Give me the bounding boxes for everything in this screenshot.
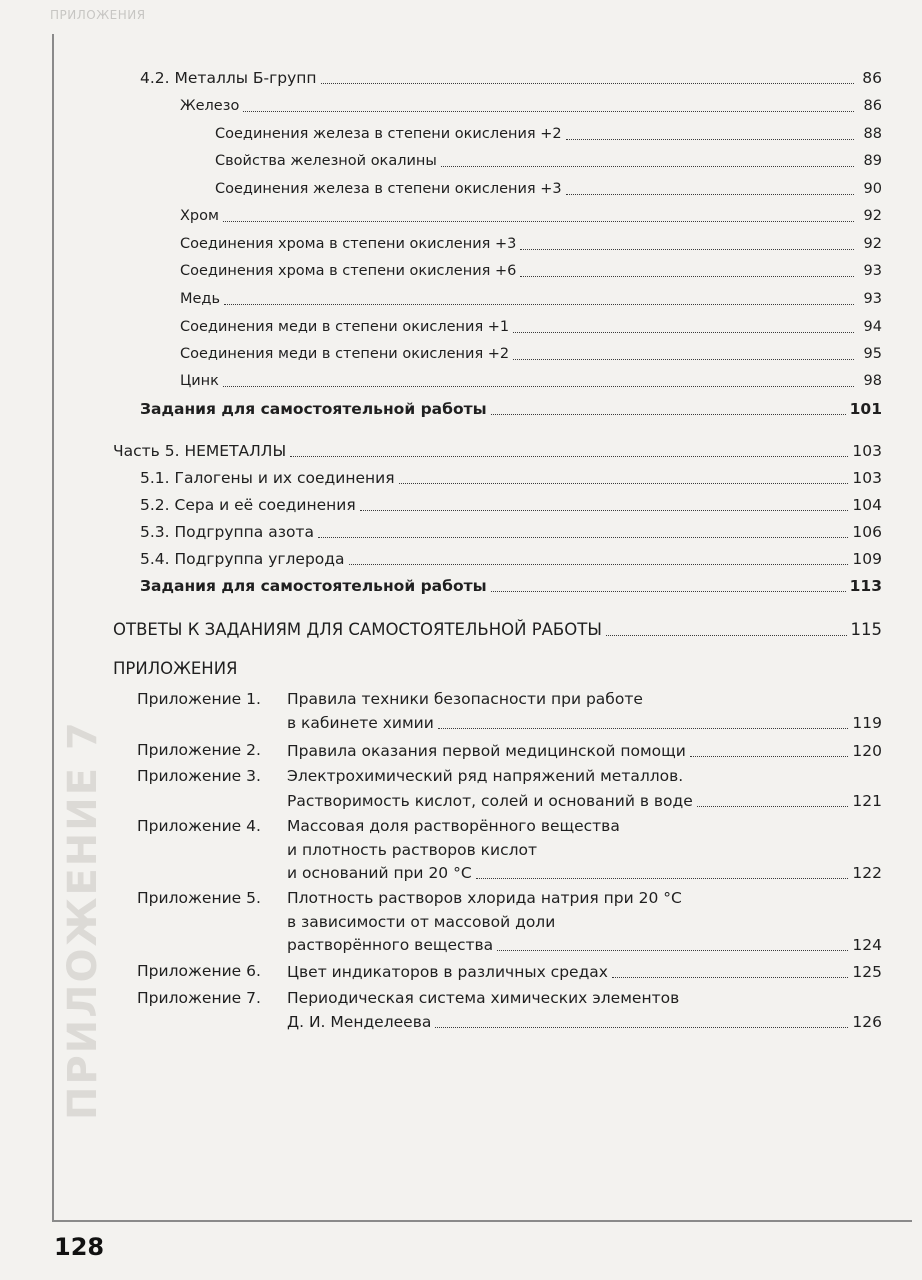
toc-entry-page: 121 bbox=[852, 792, 882, 810]
toc-entry-page: 104 bbox=[852, 496, 882, 514]
leader-dots bbox=[476, 878, 849, 879]
appendix-3-prefix: Приложение 3. bbox=[137, 767, 261, 785]
appendix-3-last-line bbox=[287, 791, 882, 811]
toc-entry-title: и оснований при 20 °С bbox=[287, 864, 472, 882]
bleed-through-text: ПРИЛОЖЕНИЕ 7 bbox=[60, 720, 106, 1120]
running-head: ПРИЛОЖЕНИЯ bbox=[50, 8, 146, 22]
toc-entry-iron-3 bbox=[215, 179, 882, 199]
toc-entry-page: 93 bbox=[863, 291, 882, 307]
toc-entry-tasks-1 bbox=[140, 399, 882, 419]
leader-dots bbox=[612, 977, 848, 978]
toc-entry-page: 106 bbox=[852, 523, 882, 541]
toc-entry-title: растворённого вещества bbox=[287, 936, 494, 954]
toc-entry-title: ОТВЕТЫ К ЗАДАНИЯМ ДЛЯ САМОСТОЯТЕЛЬНОЙ РАБОТЫ bbox=[113, 620, 602, 639]
leader-dots bbox=[290, 456, 848, 457]
leader-dots bbox=[491, 414, 846, 415]
leader-dots bbox=[399, 483, 849, 484]
toc-entry-copper-1 bbox=[180, 317, 882, 337]
appendix-1-last-line bbox=[287, 713, 882, 733]
leader-dots bbox=[491, 591, 846, 592]
toc-entry-title: Соединения меди в степени окисления +1 bbox=[180, 319, 510, 335]
leader-dots bbox=[520, 276, 854, 277]
appendix-2-last-line bbox=[287, 741, 882, 761]
leader-dots bbox=[690, 756, 849, 757]
appendices-heading: ПРИЛОЖЕНИЯ bbox=[113, 659, 238, 678]
toc-entry-5-1 bbox=[140, 468, 882, 488]
toc-entry-title: Д. И. Менделеева bbox=[287, 1013, 432, 1031]
appendix-5-line-1: Плотность растворов хлорида натрия при 20 °С bbox=[287, 889, 682, 907]
toc-entry-title: Правила оказания первой медицинской помощи bbox=[287, 742, 686, 760]
toc-entry-title: 4.2. Металлы Б-групп bbox=[140, 69, 317, 87]
leader-dots bbox=[497, 950, 848, 951]
toc-entry-title: Часть 5. НЕМЕТАЛЛЫ bbox=[113, 442, 287, 460]
toc-entry-iron-scale bbox=[215, 151, 882, 171]
toc-entry-page: 92 bbox=[863, 208, 882, 224]
toc-entry-title: Соединения железа в степени окисления +2 bbox=[215, 126, 562, 142]
toc-entry-page: 125 bbox=[852, 963, 882, 981]
leader-dots bbox=[224, 304, 854, 305]
toc-entry-page: 86 bbox=[862, 69, 882, 87]
page-number: 128 bbox=[54, 1233, 105, 1261]
leader-dots bbox=[513, 332, 854, 333]
toc-entry-page: 92 bbox=[863, 236, 882, 252]
toc-entry-page: 115 bbox=[850, 620, 882, 639]
toc-entry-copper bbox=[180, 289, 882, 309]
toc-entry-iron-2 bbox=[215, 124, 882, 144]
appendix-4-line-2: и плотность растворов кислот bbox=[287, 841, 538, 859]
appendix-1-prefix: Приложение 1. bbox=[137, 690, 261, 708]
toc-entry-title: Соединения хрома в степени окисления +3 bbox=[180, 236, 517, 252]
toc-entry-page: 109 bbox=[852, 550, 882, 568]
toc-entry-5-3 bbox=[140, 522, 882, 542]
toc-entry-title: Задания для самостоятельной работы bbox=[140, 400, 487, 418]
leader-dots bbox=[223, 221, 854, 222]
toc-entry-page: 94 bbox=[863, 319, 882, 335]
appendix-3-line-1: Электрохимический ряд напряжений металлов. bbox=[287, 767, 684, 785]
toc-entry-page: 103 bbox=[852, 469, 882, 487]
toc-entry-title: 5.2. Сера и её соединения bbox=[140, 496, 356, 514]
toc-entry-metals-b bbox=[140, 68, 882, 88]
leader-dots bbox=[321, 83, 854, 84]
leader-dots bbox=[520, 249, 854, 250]
appendix-5-prefix: Приложение 5. bbox=[137, 889, 261, 907]
toc-entry-page: 103 bbox=[852, 442, 882, 460]
toc-entry-5-2 bbox=[140, 495, 882, 515]
leader-dots bbox=[438, 728, 849, 729]
leader-dots bbox=[318, 537, 848, 538]
toc-entry-page: 124 bbox=[852, 936, 882, 954]
appendix-6-last-line bbox=[287, 962, 882, 982]
appendix-7-prefix: Приложение 7. bbox=[137, 989, 261, 1007]
leader-dots bbox=[223, 386, 854, 387]
toc-entry-page: 95 bbox=[863, 346, 882, 362]
toc-entry-title: в кабинете химии bbox=[287, 714, 434, 732]
toc-entry-title: Соединения хрома в степени окисления +6 bbox=[180, 263, 517, 279]
toc-entry-chrome-6 bbox=[180, 261, 882, 281]
toc-entry-page: 86 bbox=[863, 98, 882, 114]
toc-entry-chrome bbox=[180, 206, 882, 226]
toc-entry-5-4 bbox=[140, 549, 882, 569]
toc-entry-page: 119 bbox=[852, 714, 882, 732]
toc-entry-page: 126 bbox=[852, 1013, 882, 1031]
toc-entry-page: 120 bbox=[852, 742, 882, 760]
toc-entry-title: Железо bbox=[180, 98, 240, 114]
toc-entry-title: 5.4. Подгруппа углерода bbox=[140, 550, 345, 568]
leader-dots bbox=[513, 359, 854, 360]
toc-entry-answers bbox=[113, 620, 882, 640]
appendix-7-last-line bbox=[287, 1012, 882, 1032]
toc-entry-title: Цинк bbox=[180, 373, 219, 389]
toc-entry-copper-2 bbox=[180, 344, 882, 364]
toc-entry-title: Хром bbox=[180, 208, 219, 224]
toc-entry-title: Растворимость кислот, солей и оснований в воде bbox=[287, 792, 693, 810]
toc-entry-chrome-3 bbox=[180, 234, 882, 254]
appendix-4-prefix: Приложение 4. bbox=[137, 817, 261, 835]
toc-entry-title: 5.3. Подгруппа азота bbox=[140, 523, 314, 541]
leader-dots bbox=[566, 139, 854, 140]
toc-entry-page: 98 bbox=[863, 373, 882, 389]
toc-entry-title: Задания для самостоятельной работы bbox=[140, 577, 487, 595]
toc-entry-title: Соединения железа в степени окисления +3 bbox=[215, 181, 562, 197]
toc-entry-title: Свойства железной окалины bbox=[215, 153, 437, 169]
appendix-4-line-1: Массовая доля растворённого вещества bbox=[287, 817, 620, 835]
appendix-2-prefix: Приложение 2. bbox=[137, 741, 261, 759]
appendix-5-last-line bbox=[287, 935, 882, 955]
toc-entry-title: Медь bbox=[180, 291, 221, 307]
toc-entry-page: 88 bbox=[863, 126, 882, 142]
toc-entry-tasks-2 bbox=[140, 576, 882, 596]
toc-entry-page: 93 bbox=[863, 263, 882, 279]
leader-dots bbox=[360, 510, 849, 511]
appendix-1-line-1: Правила техники безопасности при работе bbox=[287, 690, 643, 708]
appendix-7-line-1: Периодическая система химических элементов bbox=[287, 989, 680, 1007]
leader-dots bbox=[606, 635, 847, 636]
leader-dots bbox=[441, 166, 854, 167]
toc-entry-page: 89 bbox=[863, 153, 882, 169]
toc-entry-zinc bbox=[180, 371, 882, 391]
toc-entry-iron bbox=[180, 96, 882, 116]
appendix-6-prefix: Приложение 6. bbox=[137, 962, 261, 980]
toc-entry-page: 90 bbox=[863, 181, 882, 197]
leader-dots bbox=[349, 564, 849, 565]
toc-entry-page: 122 bbox=[852, 864, 882, 882]
leader-dots bbox=[697, 806, 849, 807]
leader-dots bbox=[435, 1027, 848, 1028]
appendix-4-last-line bbox=[287, 863, 882, 883]
leader-dots bbox=[566, 194, 854, 195]
toc-entry-page: 101 bbox=[849, 400, 882, 418]
toc-entry-part-5 bbox=[113, 441, 882, 461]
appendix-5-line-2: в зависимости от массовой доли bbox=[287, 913, 556, 931]
toc-entry-title: Соединения меди в степени окисления +2 bbox=[180, 346, 510, 362]
toc-entry-title: Цвет индикаторов в различных средах bbox=[287, 963, 608, 981]
toc-entry-page: 113 bbox=[849, 577, 882, 595]
leader-dots bbox=[243, 111, 854, 112]
toc-entry-title: 5.1. Галогены и их соединения bbox=[140, 469, 395, 487]
